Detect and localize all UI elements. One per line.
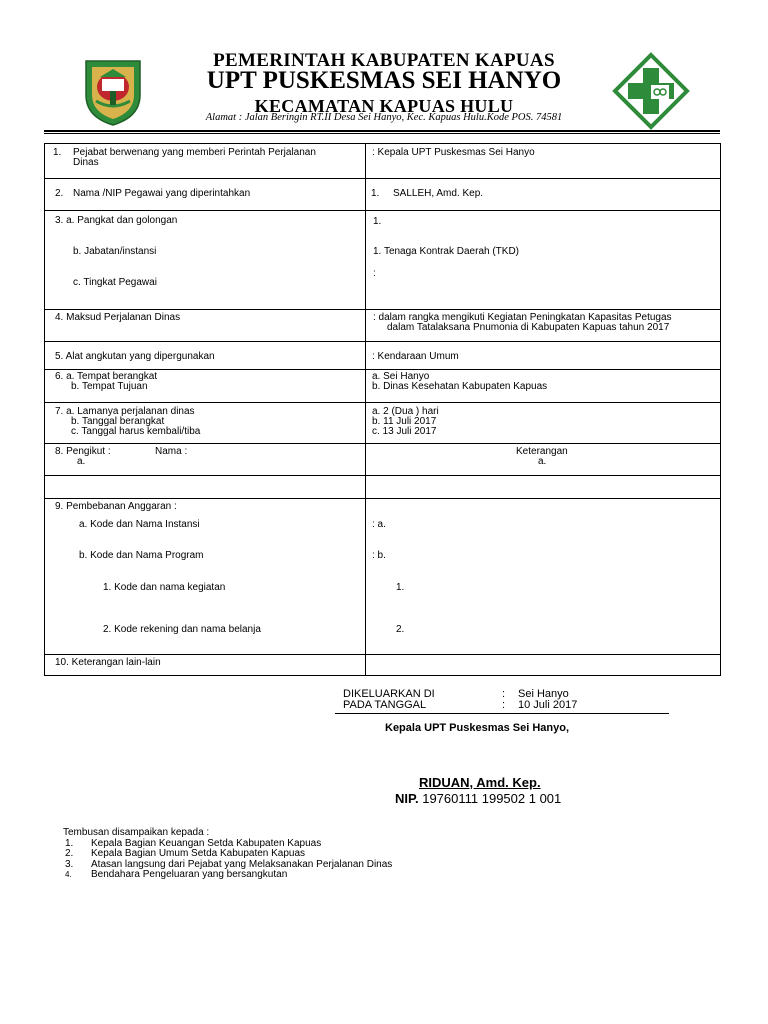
cc-text: Bendahara Pengeluaran yang bersangkutan — [91, 869, 288, 880]
issued-date-value: 10 Juli 2017 — [518, 699, 578, 711]
table-row — [45, 444, 721, 476]
header-rule-thick — [44, 130, 720, 132]
row9-value-2: 2. — [396, 624, 405, 635]
row7-value-c: c. 13 Juli 2017 — [372, 426, 437, 437]
row5-value: : Kendaraan Umum — [372, 351, 459, 362]
row1-value: : Kepala UPT Puskesmas Sei Hanyo — [372, 147, 535, 158]
row8-keterangan-a: a. — [538, 456, 547, 467]
table-row — [45, 342, 721, 370]
row6-value-b: b. Dinas Kesehatan Kabupaten Kapuas — [372, 381, 548, 392]
cc-list — [63, 828, 392, 881]
signer-nip — [395, 791, 561, 806]
cc-number: 2. — [65, 848, 74, 859]
table-row — [45, 655, 721, 676]
row9-value-1: 1. — [396, 582, 405, 593]
row2-label: Nama /NIP Pegawai yang diperintahkan — [73, 188, 251, 199]
cc-number: 1. — [65, 837, 74, 849]
header-institution: UPT PUSKESMAS SEI HANYO — [206, 67, 562, 94]
row9-value-b: : b. — [372, 550, 386, 561]
header-rule-thin — [44, 133, 720, 134]
row4-value-line2: dalam Tatalaksana Pnumonia di Kabupaten Kapuas tahun 2017 — [387, 322, 670, 333]
row9-item-b: b. Kode dan Nama Program — [79, 550, 204, 561]
row1-label: Pejabat berwenang yang memberi Perintah Perjalanan — [73, 147, 316, 158]
table-row — [45, 144, 721, 179]
row7-label-c: c. Tanggal harus kembali/tiba — [71, 426, 201, 437]
row6-value-a: a. Sei Hanyo — [372, 371, 430, 382]
row7-value-a: a. 2 (Dua ) hari — [372, 406, 439, 417]
list-item — [63, 870, 392, 881]
cc-text: Kepala Bagian Umum Setda Kabupaten Kapuas — [91, 848, 306, 859]
cc-title: Tembusan disampaikan kepada : — [63, 827, 210, 838]
row2-number: 2. — [55, 188, 64, 199]
signer-title: Kepala UPT Puskesmas Sei Hanyo, — [385, 722, 570, 734]
row4-label: 4. Maksud Perjalanan Dinas — [55, 312, 181, 323]
header-government: PEMERINTAH KABUPATEN KAPUAS — [213, 50, 555, 71]
row7-value-b: b. 11 Juli 2017 — [372, 416, 437, 427]
issued-date-sep: : — [502, 699, 506, 711]
row9-item-2: 2. Kode rekening dan nama belanja — [103, 624, 261, 635]
cc-text: Atasan langsung dari Pejabat yang Melaksanakan Perjalanan Dinas — [91, 858, 393, 870]
row1-label-cont: Dinas — [73, 157, 99, 168]
row8-label: 8. Pengikut : — [55, 446, 111, 457]
row6-label-a: 6. a. Tempat berangkat — [55, 371, 158, 382]
issued-at-value: Sei Hanyo — [518, 688, 569, 700]
row1-number: 1. — [53, 147, 62, 158]
row8-item-a: a. — [77, 456, 86, 467]
footer-rule — [335, 713, 669, 714]
row2-value-number: 1. — [371, 188, 380, 199]
row5-label: 5. Alat angkutan yang dipergunakan — [55, 351, 215, 362]
header-district: KECAMATAN KAPUAS HULU — [254, 96, 514, 116]
issued-at-label: DIKELUARKAN DI — [343, 688, 435, 700]
row8-nama-label: Nama : — [155, 446, 188, 457]
row10-label: 10. Keterangan lain-lain — [55, 657, 161, 668]
issued-at-sep: : — [502, 688, 506, 700]
table-row — [45, 370, 721, 403]
table-row — [45, 310, 721, 342]
row6-label-b: b. Tempat Tujuan — [71, 381, 148, 392]
row9-item-1: 1. Kode dan nama kegiatan — [103, 582, 226, 593]
row9-value-a: : a. — [372, 519, 386, 530]
row8-keterangan: Keterangan — [516, 446, 568, 457]
row3-label-b: b. Jabatan/instansi — [73, 246, 157, 257]
row3-value-c: : — [373, 268, 376, 279]
row7-label-a: 7. a. Lamanya perjalanan dinas — [55, 406, 195, 417]
row3-label-a: 3. a. Pangkat dan golongan — [55, 215, 178, 226]
row7-label-b: b. Tanggal berangkat — [71, 416, 165, 427]
signer-name: RIDUAN, Amd. Kep. — [419, 775, 541, 790]
table-row — [45, 403, 721, 444]
cc-number: 4. — [65, 870, 72, 879]
table-row — [45, 211, 721, 310]
row3-value-a: 1. — [373, 216, 382, 227]
row9-title: 9. Pembebanan Anggaran : — [55, 501, 177, 512]
nip-value: 19760111 199502 1 001 — [418, 791, 562, 806]
cc-number: 3. — [65, 858, 74, 870]
issued-date-label: PADA TANGGAL — [343, 699, 427, 711]
row3-label-c: c. Tingkat Pegawai — [73, 277, 157, 288]
cc-text: Kepala Bagian Keuangan Setda Kabupaten Kapuas — [91, 837, 322, 849]
row9-item-a: a. Kode dan Nama Instansi — [79, 519, 200, 530]
travel-order-table — [44, 143, 721, 676]
row2-value: SALLEH, Amd. Kep. — [393, 188, 484, 199]
nip-label: NIP. — [395, 791, 419, 806]
table-row — [45, 179, 721, 211]
row4-value-line1: : dalam rangka mengikuti Kegiatan Peningkatan Kapasitas Petugas — [373, 312, 672, 323]
table-row — [45, 476, 721, 499]
header-address: Alamat : Jalan Beringin RT.II Desa Sei Hanyo, Kec. Kapuas Hulu.Kode POS. 74581 — [205, 112, 563, 123]
row3-value-b: 1. Tenaga Kontrak Daerah (TKD) — [373, 246, 520, 257]
table-row — [45, 499, 721, 655]
